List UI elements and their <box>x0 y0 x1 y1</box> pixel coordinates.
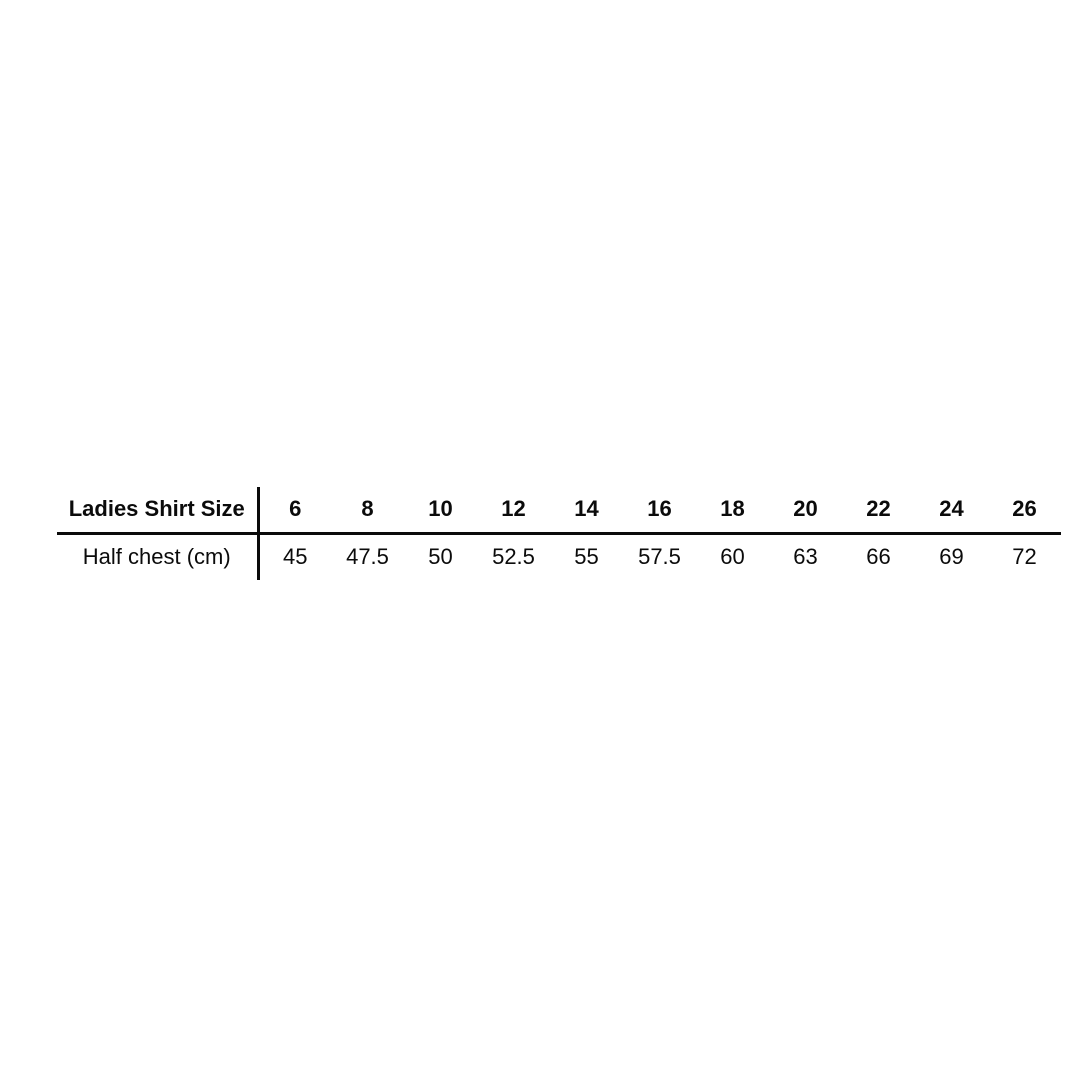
half-chest-value: 47.5 <box>346 544 389 570</box>
half-chest-row-label: Half chest (cm) <box>57 533 258 580</box>
table-row-sizes <box>57 487 1061 533</box>
half-chest-value: 66 <box>866 544 891 570</box>
size-value: 14 <box>550 487 623 533</box>
half-chest-value: 57.5 <box>638 544 681 570</box>
half-chest-value: 72 <box>1012 544 1037 570</box>
size-value: 18 <box>696 487 769 533</box>
size-chart-table <box>57 487 1061 580</box>
half-chest-value: 55 <box>574 544 599 570</box>
half-chest-value: 69 <box>939 544 964 570</box>
half-chest-value: 45 <box>283 544 308 570</box>
half-chest-value: 50 <box>428 544 453 570</box>
size-value: 24 <box>915 487 988 533</box>
half-chest-value: 60 <box>720 544 745 570</box>
size-value: 8 <box>331 487 404 533</box>
table-row-half-chest <box>57 533 1061 580</box>
size-value: 22 <box>842 487 915 533</box>
half-chest-value: 52.5 <box>492 544 535 570</box>
size-row-label: Ladies Shirt Size <box>57 487 258 533</box>
size-value: 12 <box>477 487 550 533</box>
size-value: 20 <box>769 487 842 533</box>
size-value: 26 <box>988 487 1061 533</box>
size-value: 16 <box>623 487 696 533</box>
size-value: 10 <box>404 487 477 533</box>
size-value: 6 <box>258 487 331 533</box>
half-chest-value: 63 <box>793 544 818 570</box>
